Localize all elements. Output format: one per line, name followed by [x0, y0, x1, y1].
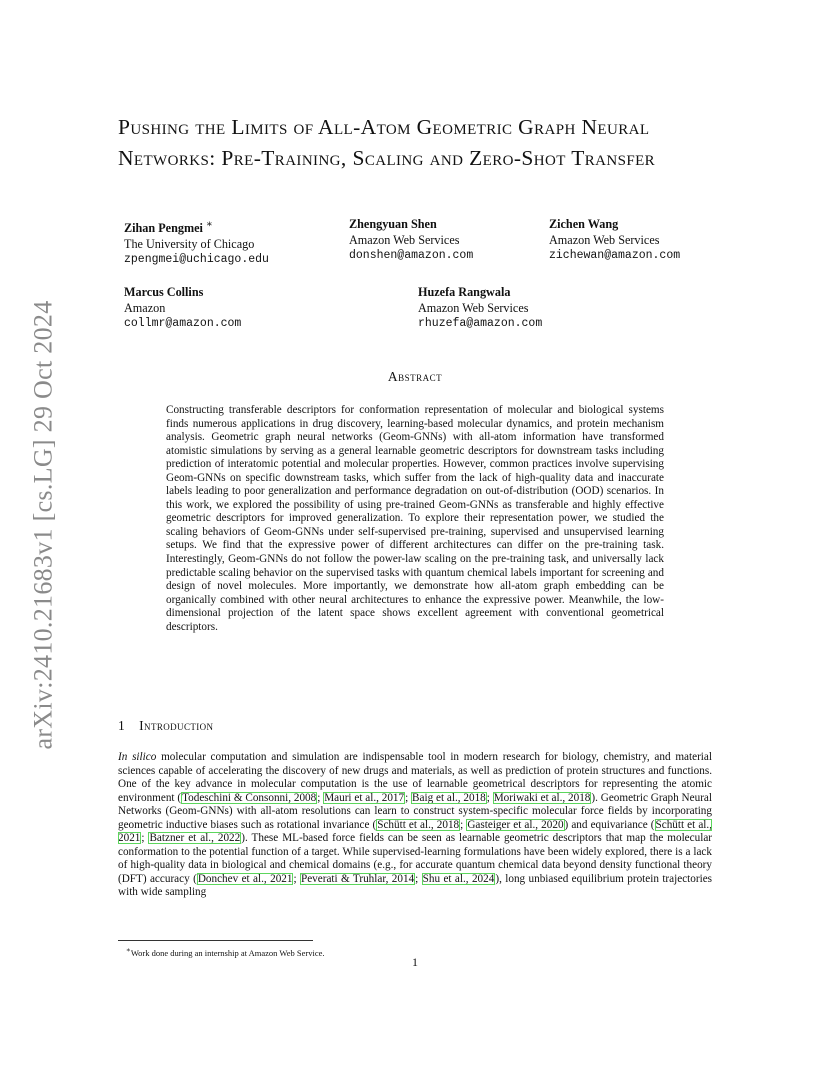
intro-text: ) and equivariance (: [564, 818, 655, 831]
author-block: [124, 285, 241, 332]
footnote-mark: ∗: [126, 946, 131, 954]
abstract-heading: Abstract: [387, 369, 443, 384]
intro-text: molecular computation and simulation are indispensable tool in modern research for biology, chemistry, and material sciences capable of accelerating the discovery of new drugs and materials, as well as prediction of protein structures and functions. One of the key advance in molecular computation is the use of learnable geometrical descriptors for representing the atomic environment (: [118, 751, 712, 804]
abstract-text: Constructing transferable descriptors for conformation representation of molecular and biological systems finds numerous applications in drug discovery, learning-based molecular dynamics, and protein mechanism analysis. Geometric graph neural networks (Geom-GNNs) with all-atom information have transformed atomistic simulations by serving as a general learnable geometric descriptors for downstream tasks including prediction of interatomic potential and molecular properties. However, common practices involve supervising Geom-GNNs on specific downstream tasks, which suffer from the lack of high-quality data and inaccurate labels leading to poor generalization and performance degradation on out-of-distribution (OOD) scenarios. In this work, we explored the possibility of using pre-trained Geom-GNNs as transferable and highly effective geometric descriptors for improved generalization. To explore their representation power, we studied the scaling behaviors of Geom-GNNs under self-supervised pre-training, supervised and unsupervised learning setups. We find that the expressive power of different architectures can differ on the pre-training task. Interestingly, Geom-GNNs do not follow the power-law scaling on the pre-training task, and universally lack predictable scaling behavior on the supervised tasks with quantum chemical labels important for screening and design of novel molecules. More importantly, we demonstrate how all-atom graph embedding can be organically combined with other neural architectures to enhance the expressive power. Meanwhile, the low-dimensional projection of the latent space shows excellent agreement with conventional geometrical descriptors.: [166, 404, 664, 633]
intro-text: ), long unbiased equilibrium protein trajectories with wide sampling: [118, 872, 713, 899]
author-name: Zhengyuan Shen: [349, 217, 437, 231]
intro-text: ). These ML-based force fields can be seen as learnable geometric descriptors that map the molecular conformation to the potential function of a target. While supervised-learning formulations have been widely explored, there is a lack of high-quality data in biological and chemical domains (e.g., for accurate quantum chemical data beyond density functional theory (DFT) accuracy (: [118, 832, 713, 885]
citation-link[interactable]: Schütt et al., 2018: [377, 818, 460, 831]
author-name: Zichen Wang: [549, 217, 619, 231]
section-title: Introduction: [139, 718, 214, 733]
citation-link[interactable]: Peverati & Truhlar, 2014: [300, 872, 415, 885]
author-block: [124, 217, 269, 268]
paper-title: Pushing the Limits of All-Atom Geometric Graph Neural Networks: Pre-Training, Scaling and Zero-Shot Transfer: [118, 115, 656, 170]
citation-link[interactable]: Mauri et al., 2017: [324, 791, 405, 804]
author-affiliation: Amazon: [124, 300, 166, 315]
author-affiliation: Amazon Web Services: [549, 232, 660, 247]
author-affiliation: Amazon Web Services: [418, 300, 529, 315]
footnote-text: Work done during an internship at Amazon Web Service.: [130, 947, 325, 958]
citation-link[interactable]: Donchev et al., 2021: [197, 872, 293, 885]
section-number: 1: [118, 718, 126, 733]
introduction-paragraph: In silico molecular computation and simulation are indispensable tool in modern research for biology, chemistry, and material sciences capable of accelerating the discovery of new drugs and materials, as well as prediction of protein structures and functions. One of the key advance in molecular computation is the use of learnable geometrical descriptors for representing the atomic environment (Todeschini & Consonni, 2008; Mauri et al., 2017; Baig et al., 2018; Moriwaki et al., 2018). Geometric Graph Neural Networks (Geom-GNNs) with all-atom resolutions can learn to construct system-specific molecular force fields by incorporating geometric inductive biases such as rotational invariance (Schütt et al., 2018; Gasteiger et al., 2020) and equivariance (Schütt et al., 2021; Batzner et al., 2022). These ML-based force fields can be seen as learnable geometric descriptors that map the molecular conformation to the potential function of a target. While supervised-learning formulations have been widely explored, there is a lack of high-quality data in biological and chemical domains (e.g., for accurate quantum chemical data beyond density functional theory (DFT) accuracy (Donchev et al., 2021; Peverati & Truhlar, 2014; Shu et al., 2024), long unbiased equilibrium protein trajectories with wide sampling: [118, 751, 713, 899]
citation-link[interactable]: Batzner et al., 2022: [149, 832, 241, 845]
author-affiliation: Amazon Web Services: [349, 232, 460, 247]
section-heading: [118, 718, 213, 734]
intro-italic-term: In silico: [118, 751, 157, 763]
author-email[interactable]: zpengmei@uchicago.edu: [124, 253, 269, 267]
author-block: [418, 285, 542, 332]
author-email[interactable]: donshen@amazon.com: [349, 249, 474, 262]
arxiv-identifier-text: arXiv:2410.21683v1 [cs.LG] 29 Oct 2024: [28, 300, 57, 750]
citation-link[interactable]: Moriwaki et al., 2018: [493, 791, 591, 804]
author-email[interactable]: rhuzefa@amazon.com: [418, 317, 543, 330]
page-number: 1: [412, 955, 418, 969]
author-footnote-mark: ∗: [205, 219, 213, 230]
footnote-divider: [118, 940, 313, 941]
author-affiliation: The University of Chicago: [124, 236, 255, 251]
author-name: Zihan Pengmei: [124, 221, 203, 236]
citation-link[interactable]: Shu et al., 2024: [422, 872, 495, 885]
author-email[interactable]: zichewan@amazon.com: [549, 249, 681, 262]
citation-link[interactable]: Schütt et al., 2021: [118, 818, 712, 845]
intro-text: ). Geometric Graph Neural Networks (Geom-GNNs) with all-atom resolutions can learn to construct system-specific molecular force fields by incorporating geometric inductive biases such as rotational invariance (: [118, 791, 712, 831]
citation-link[interactable]: Todeschini & Consonni, 2008: [182, 791, 317, 804]
author-block: [349, 217, 473, 264]
arxiv-identifier: [25, 290, 61, 760]
citation-link[interactable]: Baig et al., 2018: [412, 791, 486, 804]
author-name: Marcus Collins: [124, 285, 204, 299]
author-block: [549, 217, 680, 264]
citation-link[interactable]: Gasteiger et al., 2020: [467, 818, 564, 831]
author-name: Huzefa Rangwala: [418, 285, 511, 299]
author-email[interactable]: collmr@amazon.com: [124, 317, 242, 330]
